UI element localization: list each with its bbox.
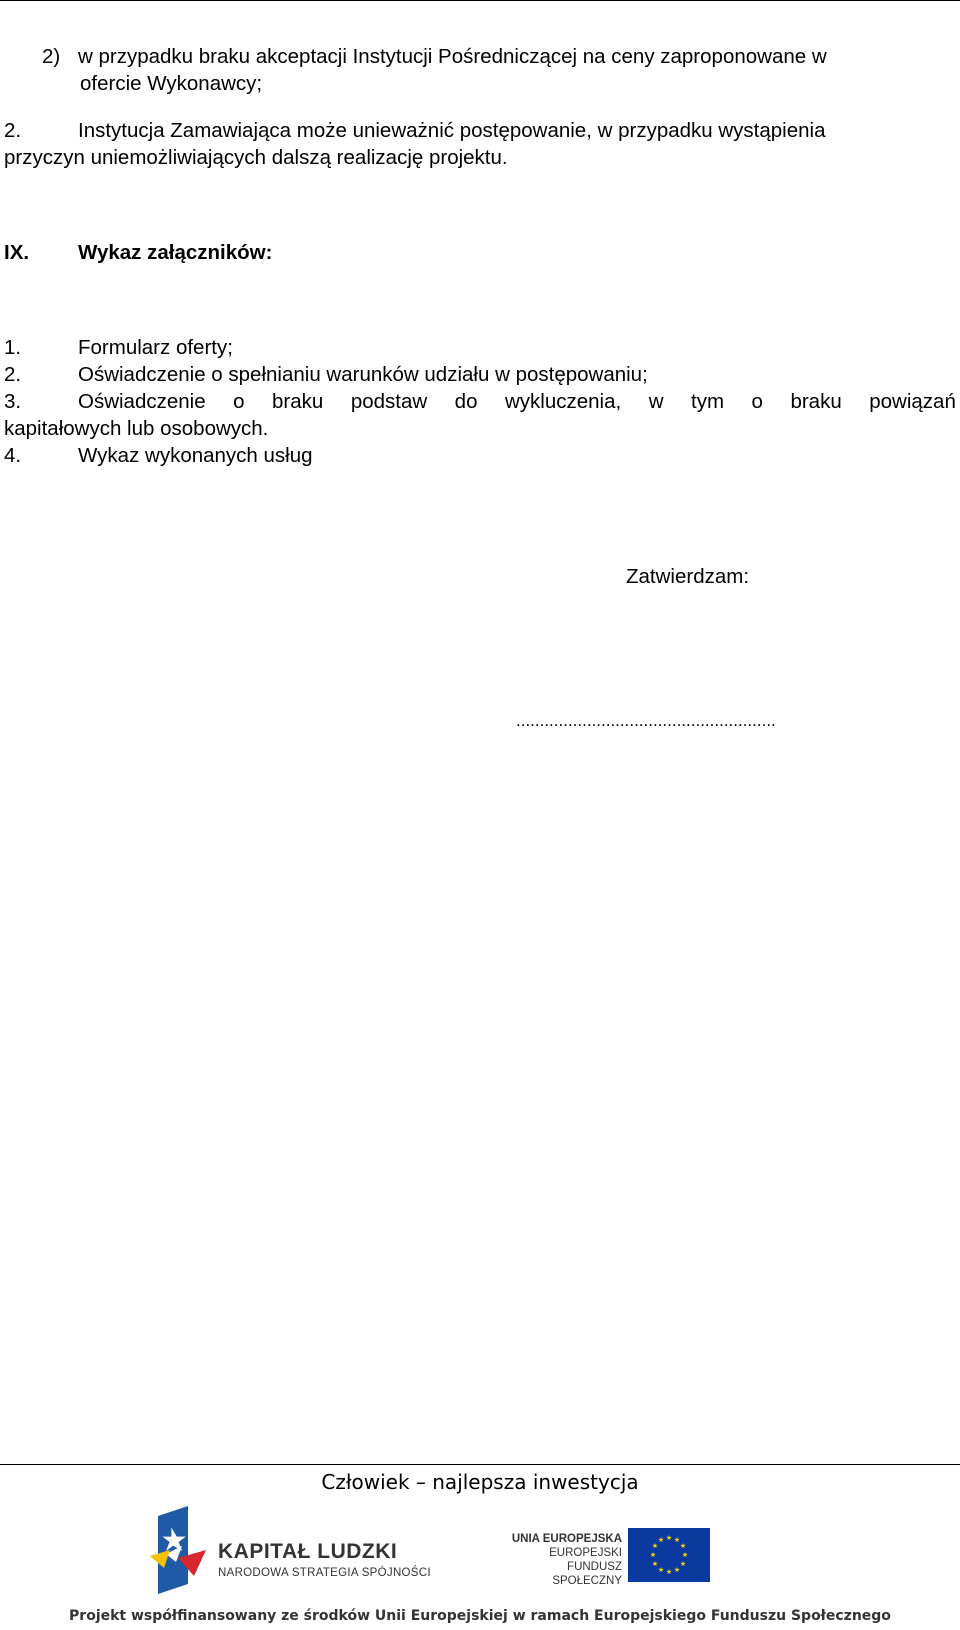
attachment-3-number: 3. [4,390,22,413]
footer-rule [0,1464,960,1465]
attachment-2-number: 2. [4,363,22,386]
point-2-text-line2: przyczyn uniemożliwiających dalszą realizację projektu. [4,146,508,169]
svg-text:★: ★ [679,1542,687,1550]
attachment-2-text: Oświadczenie o spełnianiu warunków udziału w postępowaniu; [78,363,648,386]
svg-text:★: ★ [649,1551,657,1559]
word: o [751,390,763,413]
eu-logo-line1: UNIA EUROPEJSKA [511,1533,622,1545]
word: braku [790,390,842,413]
cofinancing-note: Projekt współfinansowany ze środków Unii Europejskiej w ramach Europejskiego Funduszu Społecznego [69,1608,891,1624]
word: powiązań [869,390,956,413]
svg-text:★: ★ [665,1568,673,1576]
top-border [0,0,960,1]
eu-flag-icon [628,1528,710,1582]
item-2-text-line1: w przypadku braku akceptacji Instytucji Pośredniczącej na ceny zaproponowane w [78,45,827,68]
item-2-number: 2) [42,45,61,68]
eu-logo-line3: FUNDUSZ SPOŁECZNY [552,1561,622,1587]
svg-text:★: ★ [657,1566,665,1574]
attachment-4-number: 4. [4,444,22,467]
word: wykluczenia, [504,390,622,413]
kapital-ludzki-title: KAPITAŁ LUDZKI [218,1540,398,1563]
word: Oświadczenie [78,390,206,413]
word: podstaw [350,390,428,413]
word: o [233,390,245,413]
footer-slogan: Człowiek – najlepsza inwestycja [321,1470,639,1494]
approve-label: Zatwierdzam: [626,565,750,588]
attachment-3-text-line2: kapitałowych lub osobowych. [4,417,269,440]
attachment-1-text: Formularz oferty; [78,336,233,359]
word: braku [272,390,324,413]
svg-text:★: ★ [679,1560,687,1568]
section-number: IX. [4,241,30,264]
svg-text:★: ★ [665,1534,673,1542]
point-2-text-line1: Instytucja Zamawiająca może unieważnić postępowanie, w przypadku wystąpienia [78,119,826,142]
attachment-1-number: 1. [4,336,22,359]
svg-text:★: ★ [673,1566,681,1574]
eu-logo-line2: EUROPEJSKI [549,1547,622,1559]
kapital-ludzki-logo-icon [148,1506,212,1594]
attachment-4-text: Wykaz wykonanych usług [78,444,313,467]
signature-line: ....................................................... [516,711,776,730]
svg-text:★: ★ [673,1536,681,1544]
word: do [454,390,478,413]
point-2-number: 2. [4,119,22,142]
item-2-text-line2: ofercie Wykonawcy; [80,72,263,95]
kapital-ludzki-subtitle: NARODOWA STRATEGIA SPÓJNOŚCI [218,1567,431,1579]
attachment-3-text-line1 [78,389,956,415]
section-title: Wykaz załączników: [78,241,273,264]
eu-logo-text [510,1532,622,1588]
svg-text:★: ★ [651,1560,659,1568]
word: w [648,390,664,413]
word: tym [691,390,725,413]
svg-text:★: ★ [651,1542,659,1550]
svg-text:★: ★ [681,1551,689,1559]
svg-text:★: ★ [657,1536,665,1544]
